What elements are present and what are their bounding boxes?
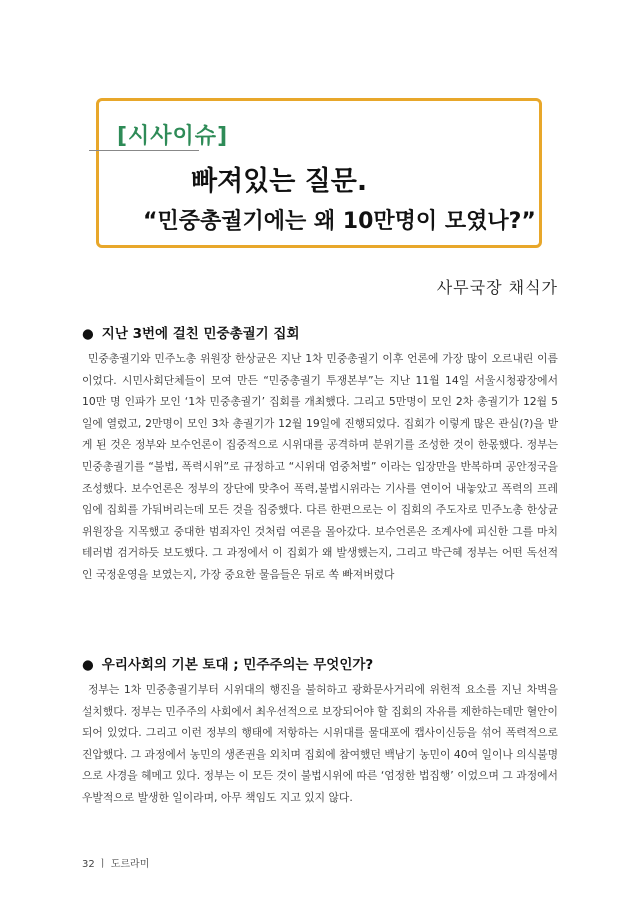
headline: 빠져있는 질문.	[191, 166, 368, 197]
bullet-icon: ●	[82, 326, 94, 342]
section-heading-text: 지난 3번에 걸친 민중총궐기 집회	[101, 326, 300, 342]
section-body: 정부는 1차 민중총궐기부터 시위대의 행진을 불허하고 광화문사거리에 위헌적 요소를 지닌 차벽을 설치했다. 정부는 민주주의 사회에서 최우선적으로 보장되어야 할 집회의 자유를 제한하는데만 혈안이 되어 있었다. 그리고 이런 정부의 행태에 저항하는 시위대를 물대포에 캡사이신등을 섞어 폭력적으로 진압했다. 그 과정에서 농민의 생존권을 외치며 집회에 참여했던 백남기 농민이 40여 일이나 의식불명으로 사경을 헤메고 있다. 정부는 이 모든 것이 불법시위에 따른 ‘엄정한 법집행’ 이었으며 그 과정에서 우발적으로 발생한 일이라며, 아무 책임도 지고 있지 않다.	[82, 683, 558, 804]
tag-underline	[89, 150, 199, 151]
bullet-icon: ●	[82, 657, 94, 673]
author-byline: 사무국장 채식가	[436, 278, 558, 297]
section-1	[82, 322, 558, 586]
section-body: 민중총궐기와 민주노총 위원장 한상균은 지난 1차 민중총궐기 이후 언론에 가장 많이 오르내린 이름이었다. 시민사회단체들이 모여 만든 “민중총궐기 투쟁본부”는 지난 11월 14일 서울시청광장에서 10만 명 인파가 모인 ‘1차 민중총궐기’ 집회를 개최했다. 그리고 5만명이 모인 2차 총궐기가 12월 5일에 열렸고, 2만명이 모인 3차 총궐기가 12월 19일에 진행되었다. 집회가 이렇게 많은 관심(?)을 받게 된 것은 정부와 보수언론이 집중적으로 시위대를 공격하며 분위기를 조성한 것이 한몫했다. 정부는 민중총궐기를 “불법, 폭력시위”로 규정하고 “시위대 엄중처벌” 이라는 입장만을 반복하며 공안정국을 조성했다. 보수언론은 정부의 장단에 맞추어 폭력,불법시위라는 기사를 연이어 내놓았고 폭력의 프레임에 집회를 가둬버리는데 모든 것을 집중했다. 다른 한편으로는 이 집회의 주도자로 민주노총 한상균 위원장을 지목했고 중대한 범죄자인 것처럼 여론을 몰아갔다. 보수언론은 조계사에 피신한 그를 마치 테러범 검거하듯 보도했다. 그 과정에서 이 집회가 왜 발생했는지, 그리고 박근혜 정부는 어떤 독선적인 국정운영을 보였는지, 가장 중요한 물음들은 뒤로 쏙 빠져버렸다	[82, 352, 558, 581]
section-heading	[82, 322, 558, 342]
section-heading-text: 우리사회의 기본 토대 ; 민주주의는 무엇인가?	[101, 657, 374, 673]
section-heading	[82, 653, 558, 673]
title-box	[96, 98, 542, 248]
section-tag: [시사이슈]	[117, 124, 229, 149]
page-footer: 32 ㅣ 도르라미	[82, 859, 150, 870]
subheadline: “민중총궐기에는 왜 10만명이 모였나?”	[143, 209, 536, 234]
section-2	[82, 653, 558, 809]
